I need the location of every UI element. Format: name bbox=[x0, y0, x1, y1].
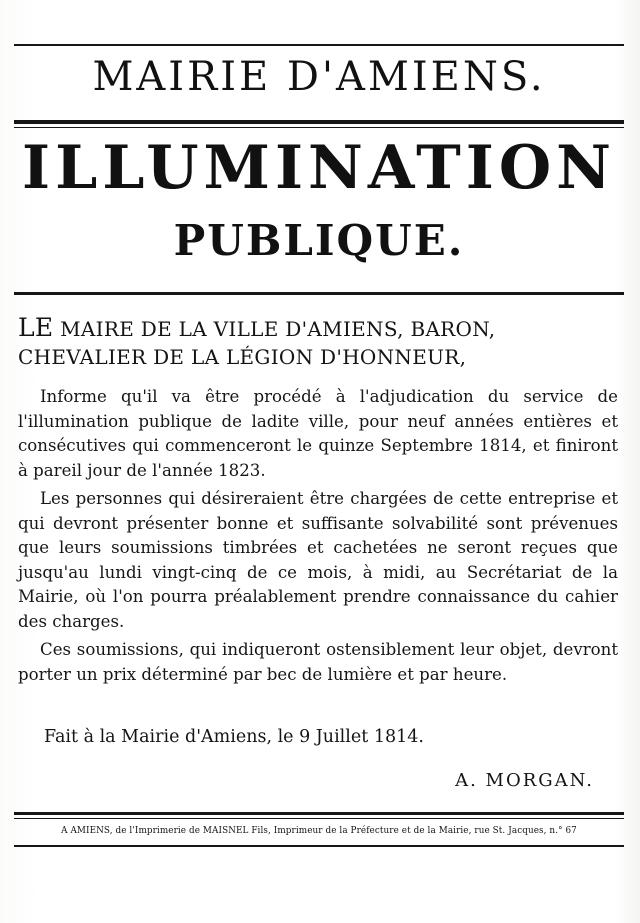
bottom-rule-thick bbox=[14, 812, 624, 815]
title-divider-thick bbox=[14, 120, 624, 124]
maire-heading-initial: LE bbox=[18, 313, 54, 342]
paragraph-prix: Ces soumissions, qui indiqueront ostensiblement leur objet, devront porter un prix déterminé par bec de lumière et par heure. bbox=[18, 640, 618, 684]
publique-title: PUBLIQUE. bbox=[173, 216, 465, 265]
title-divider-thin bbox=[14, 127, 624, 128]
paragraph-soumissions: Les personnes qui désireraient être chargées de cette entreprise et qui devront présenter bonne et suffisante solvabilité sont prévenues que leurs soumissions timbrées et cachetées ne seront reçues que jusqu'au lundi vingt-cinq de ce mois, à midi, au Secrétariat de la Mairie, où l'on pourra préalablement prendre connaissance du cahier des charges. bbox=[18, 489, 618, 631]
paragraph-adjudication: Informe qu'il va être procédé à l'adjudication du service de l'illumination publique de ladite ville, pour neuf années entières et consécutives qui commenceront le quinze Septembre 1814, et finiront à pareil jour de l'année 1823. bbox=[18, 387, 618, 480]
heading-divider bbox=[14, 292, 624, 295]
illumination-title: ILLUMINATION bbox=[22, 133, 616, 203]
maire-heading bbox=[18, 314, 623, 371]
body-paragraphs bbox=[18, 385, 618, 687]
bottom-rule-thin bbox=[14, 818, 624, 819]
imprint-rule bbox=[14, 845, 624, 847]
top-rule bbox=[14, 44, 624, 46]
signoff-line: Fait à la Mairie d'Amiens, le 9 Juillet 1814. bbox=[44, 727, 424, 747]
maire-heading-text: MAIRE DE LA VILLE D'AMIENS, BARON, CHEVALIER DE LA LÉGION D'HONNEUR, bbox=[18, 317, 496, 369]
printer-imprint: A AMIENS, de l'Imprimerie de MAISNEL Fils, Imprimeur de la Préfecture et de la Mairie, rue St. Jacques, n.° 67 bbox=[61, 826, 577, 836]
mairie-title: MAIRIE D'AMIENS. bbox=[92, 54, 546, 100]
signature: A. MORGAN. bbox=[455, 770, 594, 791]
